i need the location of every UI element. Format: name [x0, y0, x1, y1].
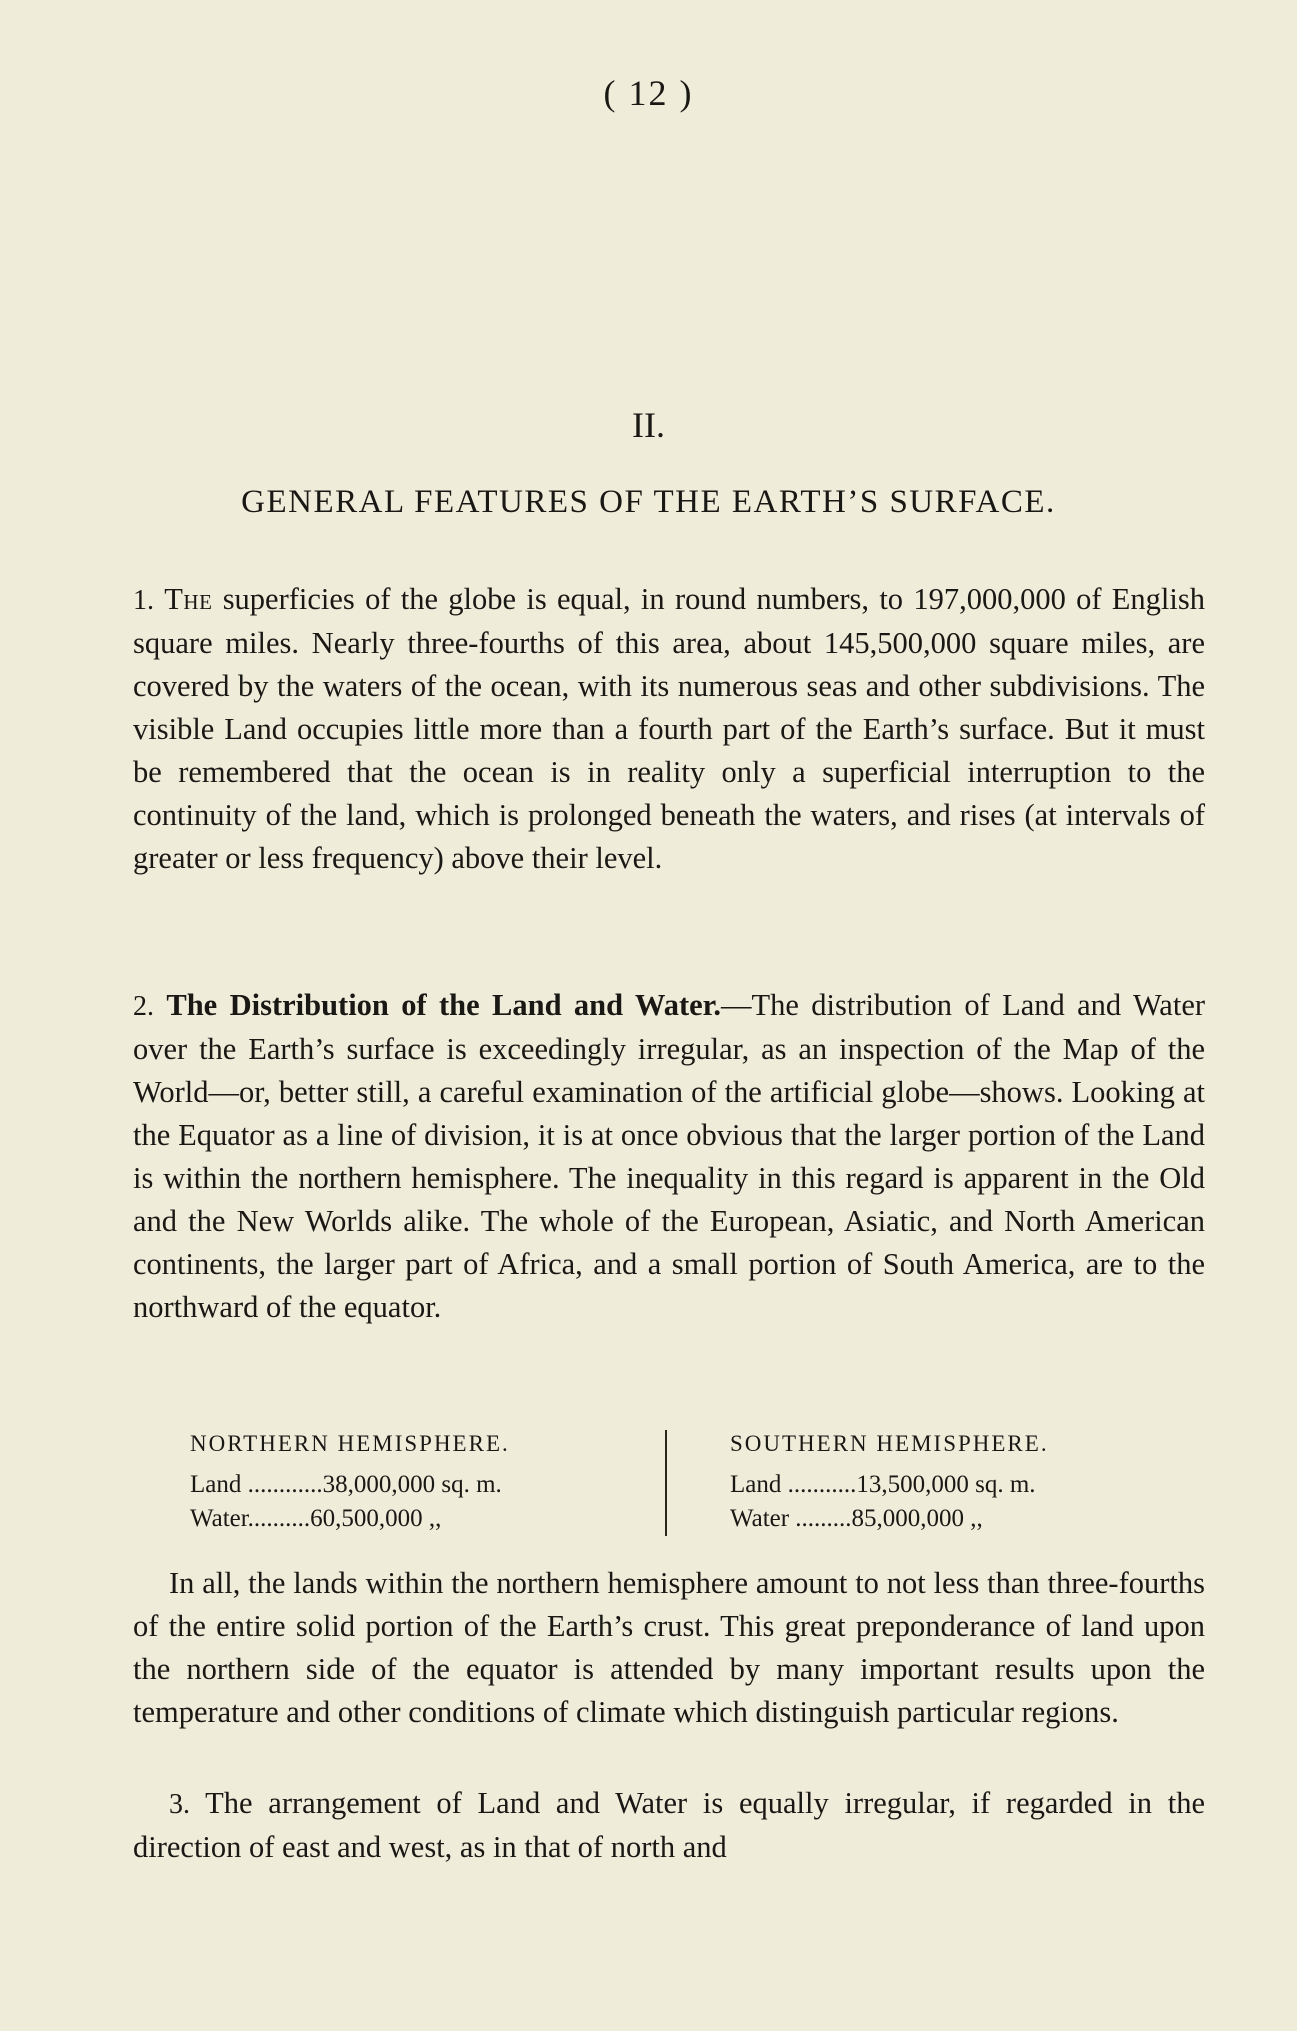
southern-water-row: Water .........85,000,000 ,,	[730, 1505, 983, 1532]
northern-land-row: Land ............38,000,000 sq. m.	[190, 1471, 502, 1498]
paragraph-text: In all, the lands within the northern hemisphere amount to not less than three-fourths of the entire solid portion of the Earth’s crust. This great preponderance of land upon the northern side of the equator is attended by many important results upon the temperature and other conditions of climate which distinguish particular regions.	[133, 1566, 1205, 1729]
paragraph-2	[133, 984, 1205, 1329]
northern-hemisphere-heading: NORTHERN HEMISPHERE.	[190, 1431, 510, 1456]
page-number: ( 12 )	[603, 73, 694, 113]
northern-water-row: Water..........60,500,000 ,,	[190, 1505, 442, 1532]
paragraph-1	[133, 578, 1205, 880]
section-heading: The Distribution of the Land and Water.	[166, 988, 722, 1022]
paragraph-number: 2.	[133, 991, 154, 1022]
southern-land-row: Land ...........13,500,000 sq. m.	[730, 1471, 1036, 1498]
paragraph-3	[133, 1782, 1205, 1869]
chapter-number: II.	[632, 405, 665, 445]
paragraph-number: 3.	[169, 1789, 190, 1820]
paragraph-number: 1.	[133, 585, 154, 616]
column-divider	[665, 1430, 667, 1536]
chapter-title: GENERAL FEATURES OF THE EARTH’S SURFACE.	[241, 484, 1056, 520]
southern-hemisphere-column	[730, 1428, 1160, 1536]
paragraph-lead: The	[164, 582, 213, 616]
paragraph-continuation	[133, 1562, 1205, 1734]
paragraph-text: The arrangement of Land and Water is equally irregular, if regarded in the direction of east and west, as in that of north and	[133, 1786, 1205, 1864]
paragraph-text: superficies of the globe is equal, in round numbers, to 197,000,000 of English square miles. Nearly three-fourths of this area, about 145,500,000 square miles, are covered by the waters of the ocean, with its numerous seas and other subdivisions. The visible Land occupies little more than a fourth part of the Earth’s surface. But it must be remembered that the ocean is in reality only a superficial interruption to the continuity of the land, which is prolonged beneath the waters, and rises (at intervals of greater or less frequency) above their level.	[133, 582, 1205, 875]
paragraph-text: —The distribution of Land and Water over the Earth’s surface is exceedingly irregular, as an inspection of the Map of the World—or, better still, a careful examination of the artificial globe—shows. Looking at the Equator as a line of division, it is at once obvious that the larger portion of the Land is within the northern hemisphere. The inequality in this regard is apparent in the Old and the New Worlds alike. The whole of the European, Asiatic, and North American continents, the larger part of Africa, and a small portion of South America, are to the northward of the equator.	[133, 988, 1206, 1324]
northern-hemisphere-column	[190, 1428, 620, 1536]
southern-hemisphere-heading: SOUTHERN HEMISPHERE.	[730, 1431, 1049, 1456]
hemisphere-table	[190, 1428, 1150, 1538]
